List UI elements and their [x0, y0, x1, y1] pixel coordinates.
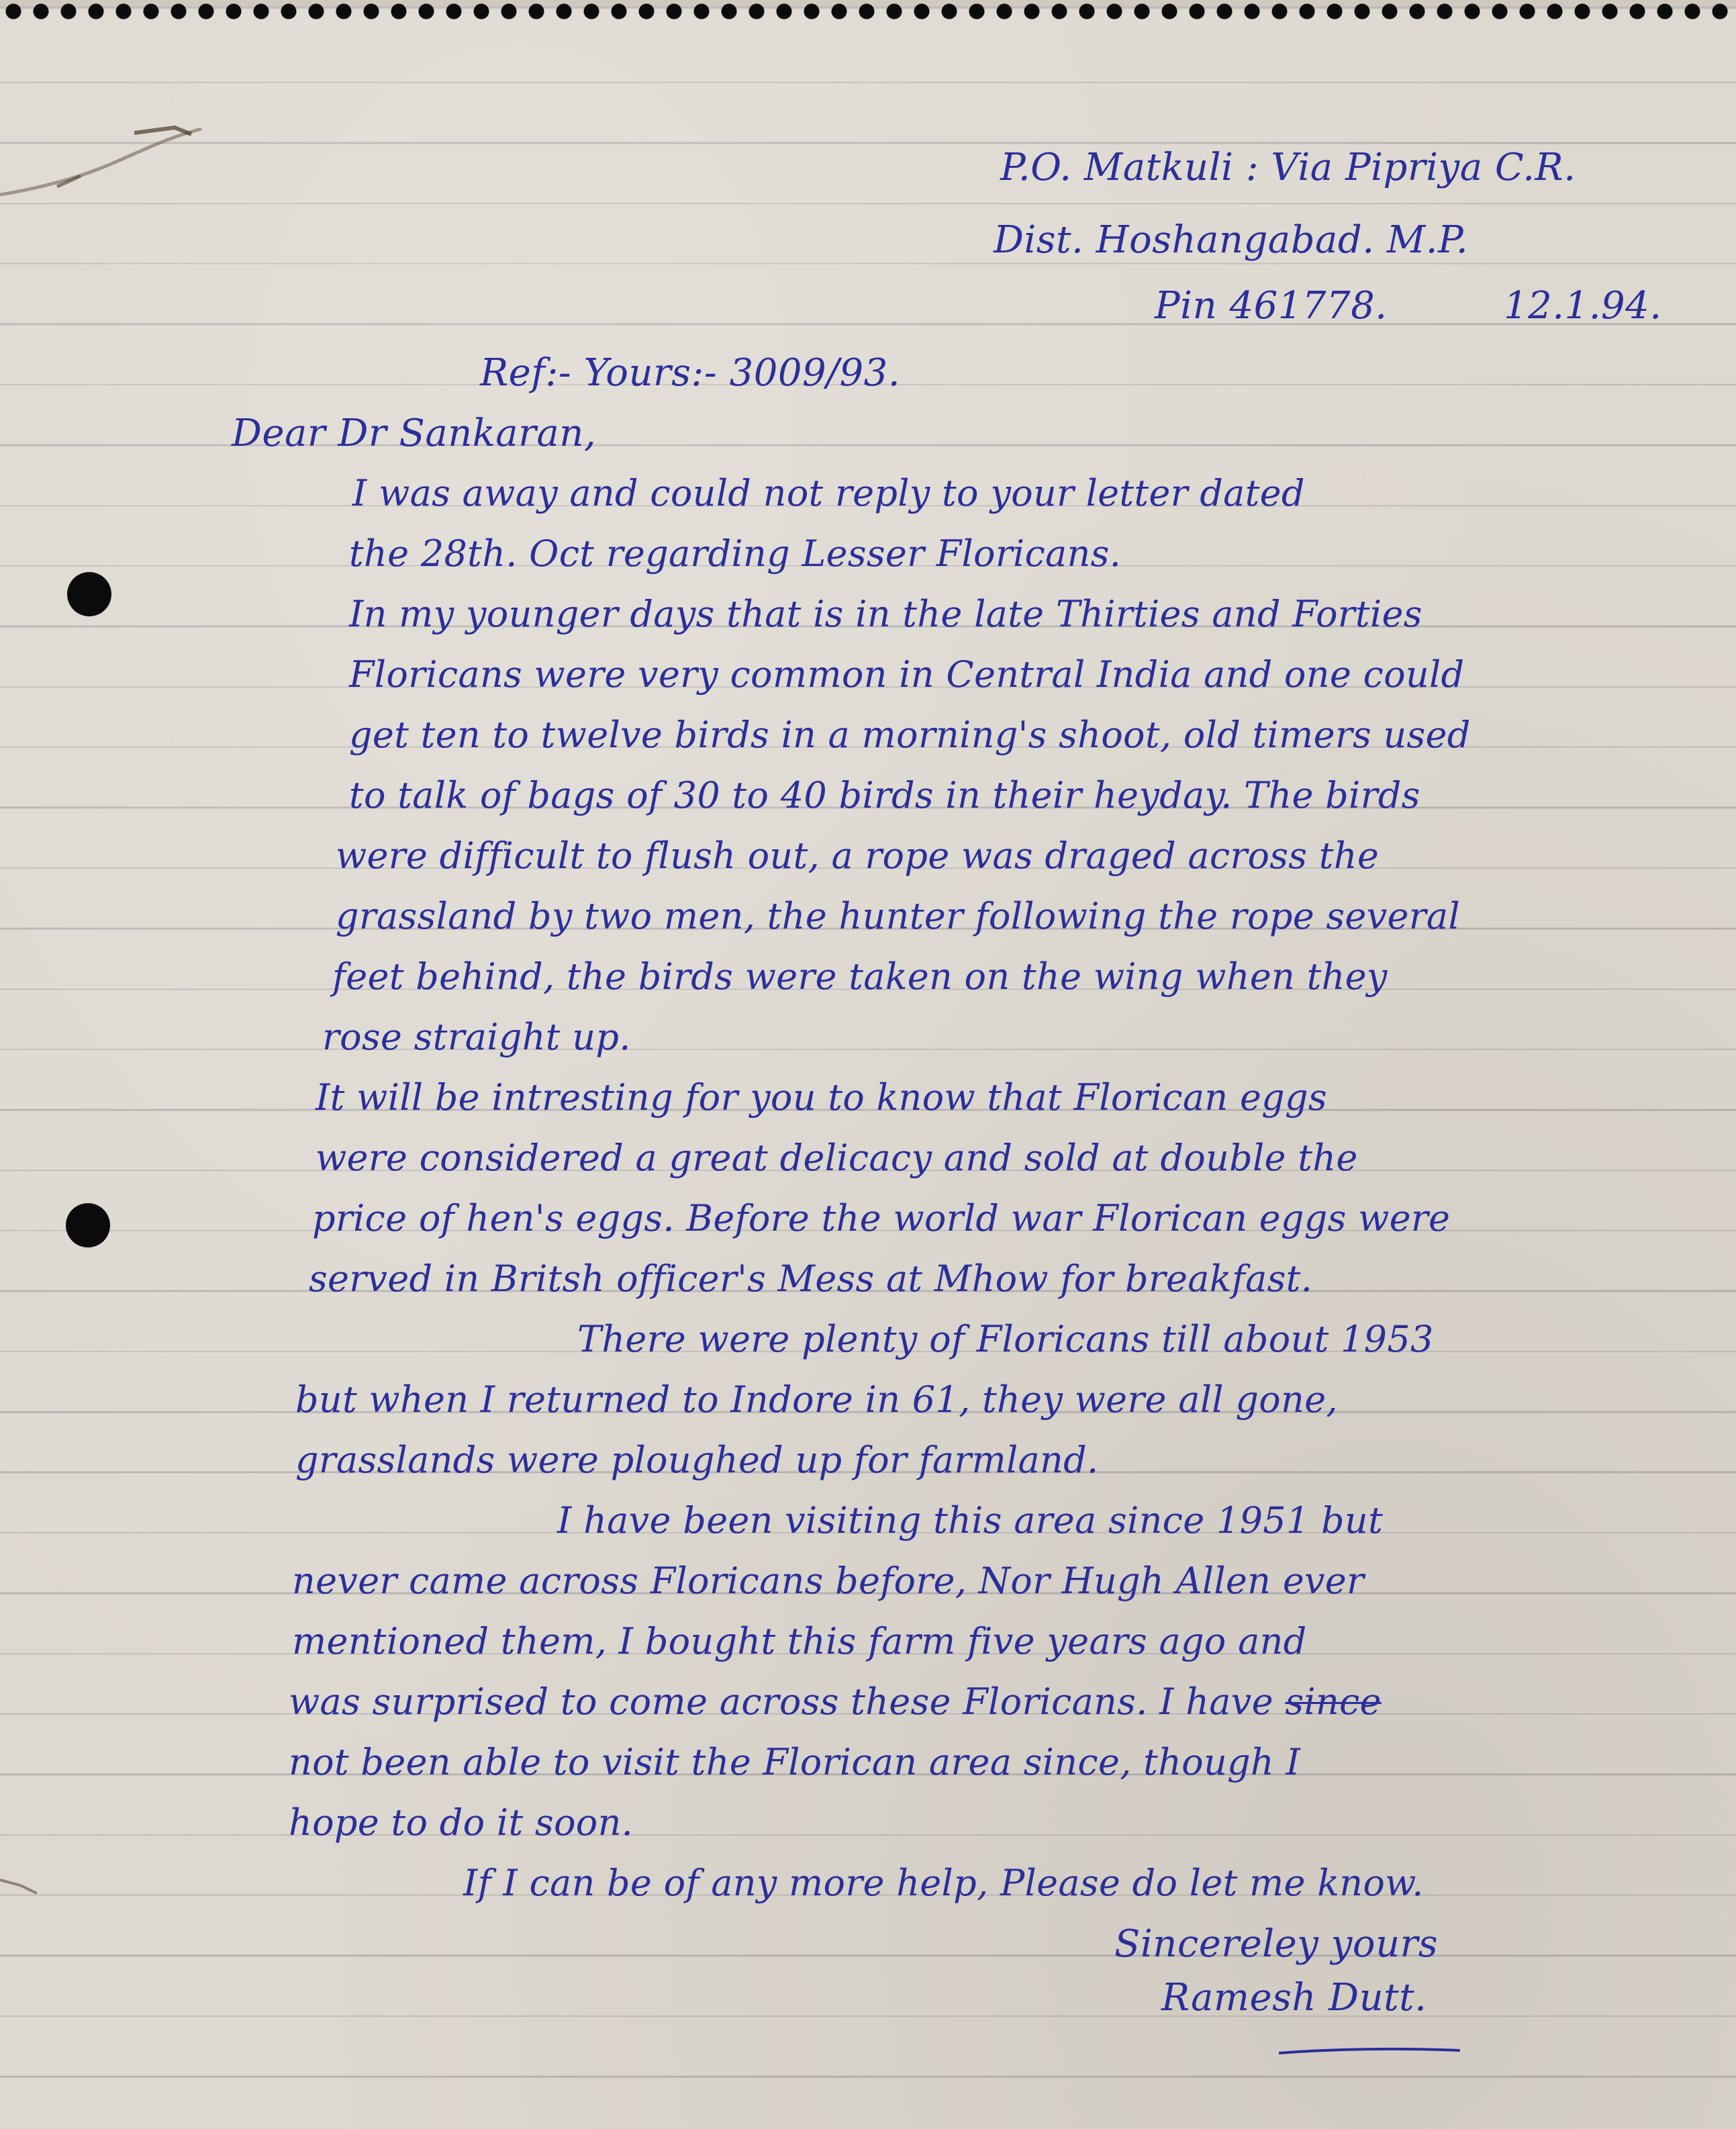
- signature: Ramesh Dutt.: [1161, 1976, 1427, 2020]
- body-line: In my younger days that is in the late Thirties and Forties: [349, 593, 1422, 635]
- body-line: I was away and could not reply to your letter dated: [352, 472, 1305, 514]
- reference-line: Ref:- Yours:- 3009/93.: [480, 351, 901, 395]
- struck-out-word: since: [1285, 1681, 1382, 1723]
- body-line: Floricans were very common in Central India and one could: [349, 653, 1465, 696]
- body-line: were difficult to flush out, a rope was draged across the: [336, 835, 1380, 877]
- body-line: but when I returned to Indore in 61, they were all gone,: [295, 1378, 1338, 1421]
- body-line: grassland by two men, the hunter following the rope several: [336, 895, 1460, 937]
- body-line: not been able to visit the Florican area since, though I: [289, 1741, 1301, 1783]
- body-line: hope to do it soon.: [289, 1801, 634, 1844]
- body-line: the 28th. Oct regarding Lesser Floricans.: [349, 532, 1122, 575]
- body-line: never came across Floricans before, Nor Hugh Allen ever: [292, 1560, 1365, 1602]
- body-line: [289, 1681, 1382, 1723]
- body-line: feet behind, the birds were taken on the wing when they: [332, 955, 1388, 998]
- body-line: grasslands were ploughed up for farmland.: [295, 1439, 1099, 1481]
- body-line: price of hen's eggs. Before the world war Florican eggs were: [312, 1197, 1451, 1239]
- body-line-text: was surprised to come across these Floricans. I have: [289, 1681, 1273, 1723]
- body-line: There were plenty of Floricans till about 1953: [577, 1318, 1434, 1360]
- address-pin: Pin 461778.: [1155, 284, 1388, 328]
- binder-hole: [67, 572, 111, 616]
- letter-date: 12.1.94.: [1504, 284, 1662, 328]
- body-line: were considered a great delicacy and sold at double the: [316, 1137, 1358, 1179]
- paper-crease-mark: [0, 114, 222, 222]
- body-line: mentioned them, I bought this farm five years ago and: [292, 1620, 1307, 1662]
- body-line: I have been visiting this area since 1951 but: [557, 1499, 1383, 1542]
- address-line-2: Dist. Hoshangabad. M.P.: [994, 218, 1469, 262]
- body-line: If I can be of any more help, Please do let me know.: [463, 1862, 1424, 1904]
- body-line: served in Britsh officer's Mess at Mhow for breakfast.: [309, 1258, 1313, 1300]
- body-line: get ten to twelve birds in a morning's shoot, old timers used: [349, 714, 1471, 756]
- binder-hole: [66, 1203, 110, 1247]
- closing: Sincereley yours: [1114, 1922, 1439, 1966]
- body-line: It will be intresting for you to know that Florican eggs: [316, 1076, 1327, 1119]
- body-line: to talk of bags of 30 to 40 birds in their heyday. The birds: [349, 774, 1420, 816]
- signature-underline: [1275, 2041, 1463, 2061]
- address-line-1: P.O. Matkuli : Via Pipriya C.R.: [1000, 146, 1576, 189]
- edge-tear-mark: [0, 1873, 40, 1900]
- salutation: Dear Dr Sankaran,: [232, 412, 597, 455]
- spiral-perforation: [0, 0, 1736, 32]
- body-line: rose straight up.: [322, 1016, 631, 1058]
